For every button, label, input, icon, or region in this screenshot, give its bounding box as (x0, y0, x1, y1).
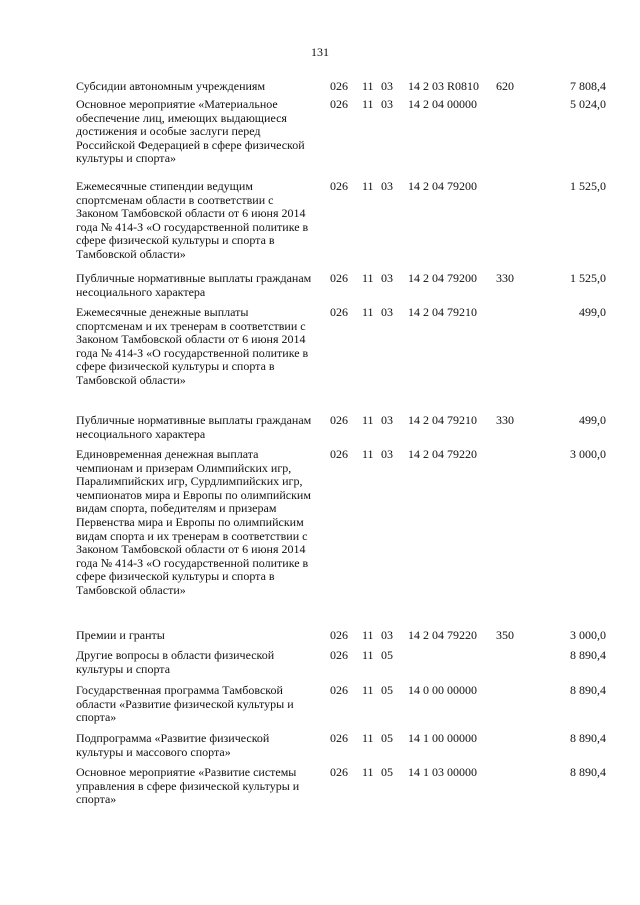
page-number: 131 (311, 45, 329, 59)
row-section: 11 (362, 683, 374, 697)
table-row (76, 629, 606, 643)
row-target-code: 14 2 04 79220 (408, 447, 477, 461)
row-subsection: 03 (381, 79, 393, 93)
row-amount: 499,0 (579, 305, 606, 319)
row-subsection: 05 (381, 765, 393, 779)
row-name: Публичные нормативные выплаты гражданам несоциального характера (76, 413, 312, 441)
row-code: 026 (330, 97, 348, 111)
table-row (76, 448, 606, 623)
row-expense-type: 330 (496, 413, 514, 427)
row-section: 11 (362, 413, 374, 427)
row-name: Основное мероприятие «Материальное обеспечение лиц, имеющих выдающиеся достижения и особые заслуги перед Российской Федерацией в сфере физической культуры и спорта» (76, 97, 305, 166)
row-section: 11 (362, 97, 374, 111)
row-code: 026 (330, 305, 348, 319)
row-section: 11 (362, 79, 374, 93)
row-target-code: 14 2 04 00000 (408, 97, 477, 111)
row-subsection: 03 (381, 305, 393, 319)
row-subsection: 05 (381, 731, 393, 745)
row-section: 11 (362, 628, 374, 642)
table-row (76, 649, 606, 679)
row-subsection: 03 (381, 447, 393, 461)
row-code: 026 (330, 683, 348, 697)
row-section: 11 (362, 271, 374, 285)
row-expense-type: 350 (496, 628, 514, 642)
row-subsection: 03 (381, 179, 393, 193)
row-target-code: 14 2 03 R0810 (408, 79, 480, 93)
row-expense-type: 330 (496, 271, 514, 285)
table-row (76, 80, 606, 94)
row-name: Государственная программа Тамбовской области «Развитие физической культуры и спорта» (76, 683, 294, 725)
row-name: Единовременная денежная выплата чемпионам и призерам Олимпийских игр, Паралимпийских игр, Сурдлимпийских игр, чемпионатов мира и Европы по олимпийским видам спорта, победителям и призерам Первенства мира и Европы по олимпийским видам спорта и их тренерам в соответствии с Законом Тамбовской области от 6 июня 2014 года № 414-З «О государственной политике в сфере физической культуры и спорта в Тамбовской области» (76, 447, 311, 597)
row-name: Ежемесячные стипендии ведущим спортсменам области в соответствии с Законом Тамбовской области от 6 июня 2014 года № 414-З «О государственной политике в сфере физической культуры и спорта в Тамбовской области» (76, 179, 309, 261)
row-target-code: 14 1 03 00000 (408, 765, 477, 779)
row-target-code: 14 2 04 79210 (408, 413, 477, 427)
row-amount: 7 808,4 (570, 79, 606, 93)
row-name: Публичные нормативные выплаты гражданам несоциального характера (76, 271, 312, 299)
row-section: 11 (362, 765, 374, 779)
row-amount: 8 890,4 (570, 765, 606, 779)
row-code: 026 (330, 447, 348, 461)
row-amount: 8 890,4 (570, 731, 606, 745)
row-section: 11 (362, 648, 374, 662)
row-expense-type: 620 (496, 79, 514, 93)
row-amount: 499,0 (579, 413, 606, 427)
row-code: 026 (330, 79, 348, 93)
row-name: Другие вопросы в области физической культуры и спорта (76, 648, 275, 676)
row-amount: 3 000,0 (570, 628, 606, 642)
row-target-code: 14 1 00 00000 (408, 731, 477, 745)
table-row (76, 180, 606, 264)
row-subsection: 05 (381, 683, 393, 697)
row-target-code: 14 2 04 79210 (408, 305, 477, 319)
table-row (76, 766, 606, 810)
table-row (76, 98, 606, 178)
table-row (76, 684, 606, 728)
row-target-code: 14 2 04 79220 (408, 628, 477, 642)
row-section: 11 (362, 305, 374, 319)
row-name: Подпрограмма «Развитие физической культуры и массового спорта» (76, 731, 270, 759)
row-code: 026 (330, 179, 348, 193)
row-name: Премии и гранты (76, 628, 165, 642)
row-target-code: 14 0 00 00000 (408, 683, 477, 697)
row-name: Основное мероприятие «Развитие системы управления в сфере физической культуры и спорта» (76, 765, 300, 807)
row-code: 026 (330, 648, 348, 662)
row-name: Ежемесячные денежные выплаты спортсменам и их тренерам в соответствии с Законом Тамбовской области от 6 июня 2014 года № 414-З «О государственной политике в сфере физической культуры и спорта в Тамбовской области» (76, 305, 309, 387)
row-amount: 5 024,0 (570, 97, 606, 111)
row-target-code: 14 2 04 79200 (408, 179, 477, 193)
row-name: Субсидии автономным учреждениям (76, 79, 266, 93)
row-target-code: 14 2 04 79200 (408, 271, 477, 285)
row-section: 11 (362, 731, 374, 745)
table-row (76, 732, 606, 762)
row-code: 026 (330, 413, 348, 427)
table-row (76, 414, 606, 444)
row-code: 026 (330, 271, 348, 285)
table-row (76, 306, 606, 406)
row-code: 026 (330, 765, 348, 779)
row-subsection: 03 (381, 97, 393, 111)
row-code: 026 (330, 628, 348, 642)
table-row (76, 272, 606, 302)
row-section: 11 (362, 179, 374, 193)
row-amount: 3 000,0 (570, 447, 606, 461)
row-amount: 8 890,4 (570, 683, 606, 697)
row-subsection: 03 (381, 413, 393, 427)
row-subsection: 03 (381, 628, 393, 642)
row-section: 11 (362, 447, 374, 461)
row-amount: 1 525,0 (570, 271, 606, 285)
row-subsection: 03 (381, 271, 393, 285)
row-code: 026 (330, 731, 348, 745)
row-amount: 8 890,4 (570, 648, 606, 662)
row-amount: 1 525,0 (570, 179, 606, 193)
row-subsection: 05 (381, 648, 393, 662)
